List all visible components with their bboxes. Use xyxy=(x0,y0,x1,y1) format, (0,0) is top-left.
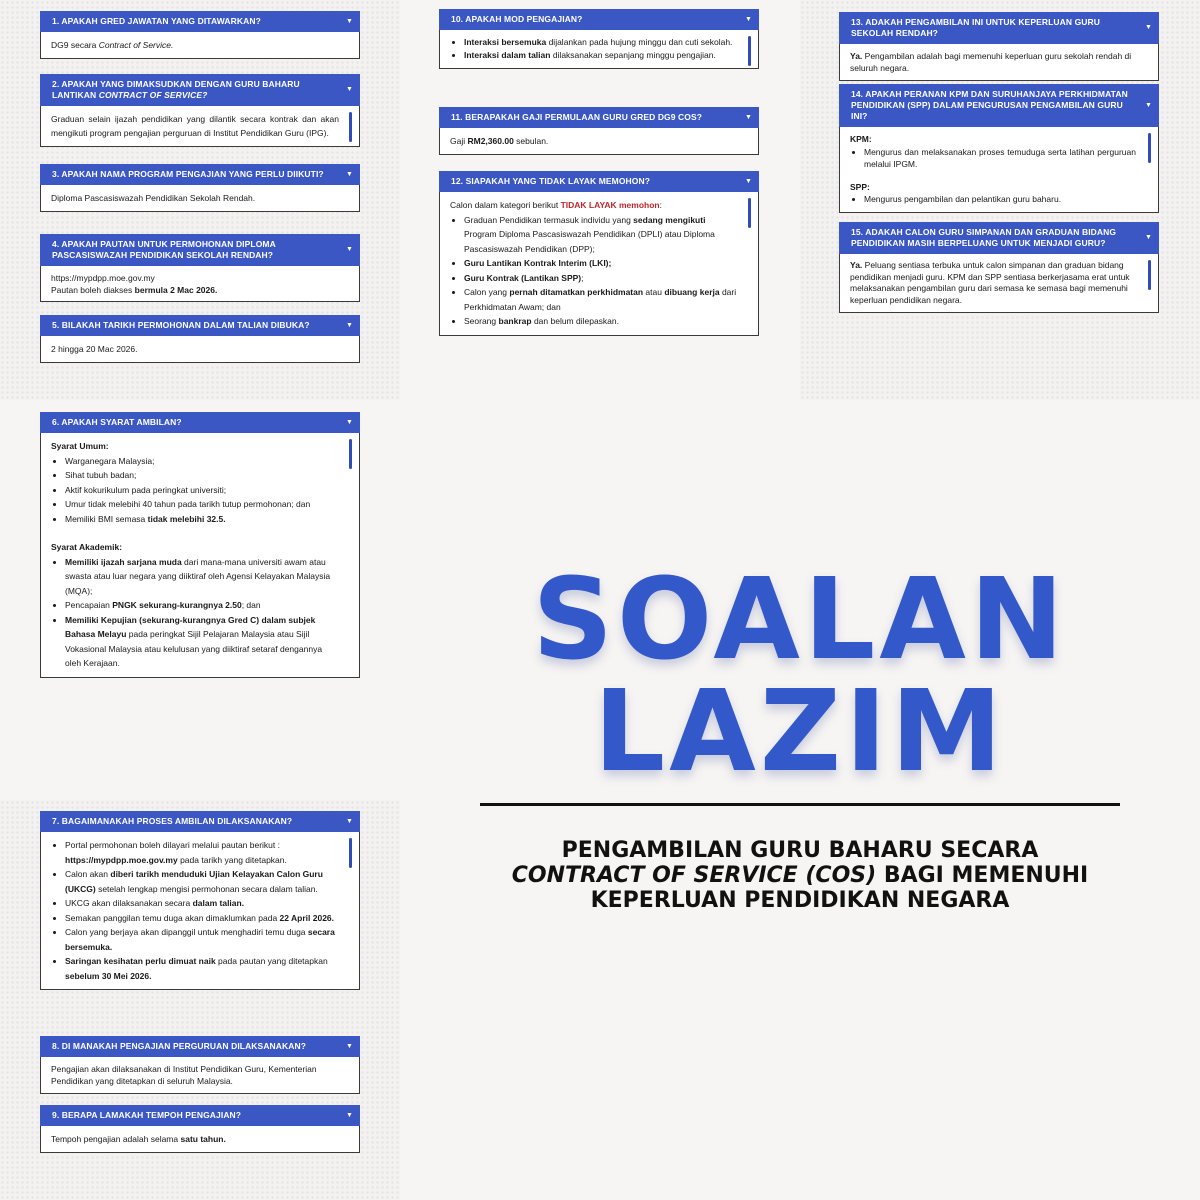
faq-header-1[interactable] xyxy=(40,11,360,32)
faq-answer-1: DG9 secara Contract of Service. xyxy=(40,32,360,59)
hero-title-line1: SOALAN xyxy=(532,555,1068,685)
faq-header-11[interactable]: 11. BERAPAKAH GAJI PERMULAAN GURU GRED DG9 COS? ▼ xyxy=(439,107,759,128)
faq-answer-12: Calon dalam kategori berikut TIDAK LAYAK memohon: • Graduan Pendidikan termasuk individu yang sedang mengikuti Program Diploma Pascasiswazah Pendidikan (DPLI) atau Diploma Pascasiswazah Pendidikan (DPP); • Guru Lantikan Kontrak Interim (LKI); • Guru Kontrak (Lantikan SPP); • Calon yang pernah ditamatkan perkhidmatan atau dibuang kerja dari Perkhidmatan Awam; dan • Seorang bankrap dan belum dilepaskan. xyxy=(439,192,759,336)
chevron-down-icon[interactable]: ▼ xyxy=(744,113,752,121)
faq-card-10 xyxy=(439,9,759,69)
chevron-down-icon[interactable]: ▼ xyxy=(345,418,353,426)
faq-header-15[interactable]: 15. ADAKAH CALON GURU SIMPANAN DAN GRADUAN BIDANG PENDIDIKAN MASIH BERPELUANG UNTUK MENJADI GURU? ▼ xyxy=(839,222,1159,254)
faq-header-10[interactable]: 10. APAKAH MOD PENGAJIAN? ▼ xyxy=(439,9,759,30)
tile-hero xyxy=(400,400,1200,1200)
scrollbar-indicator[interactable] xyxy=(1148,260,1151,290)
chevron-down-icon[interactable]: ▼ xyxy=(744,15,752,23)
faq-answer-9: Tempoh pengajian adalah selama satu tahun. xyxy=(40,1126,360,1153)
faq-header-3[interactable]: 3. APAKAH NAMA PROGRAM PENGAJIAN YANG PERLU DIIKUTI? ▼ xyxy=(40,164,360,185)
faq-answer-15: Ya. Peluang sentiasa terbuka untuk calon simpanan dan graduan bidang pendidikan menjadi guru. KPM dan SPP sentiasa berkerjasama erat untuk melaksanakan pengambilan guru dari semasa ke semasa bagi memenuhi keperluan pendidikan negara. xyxy=(839,254,1159,313)
faq-card-6 xyxy=(40,412,360,678)
chevron-down-icon[interactable]: ▼ xyxy=(1144,234,1152,241)
faq-card-2 xyxy=(40,74,360,147)
chevron-down-icon[interactable]: ▼ xyxy=(1144,24,1152,31)
chevron-down-icon[interactable]: ▼ xyxy=(345,86,353,93)
faq-answer-6: Syarat Umum: • Warganegara Malaysia; • Sihat tubuh badan; • Aktif kokurikulum pada peringkat universiti; • Umur tidak melebihi 40 tahun pada tarikh tutup permohonan; dan • Memiliki BMI semasa tidak melebihi 32.5. Syarat Akademik: • Memiliki ijazah sarjana muda dari mana-mana universiti awam atau swasta atau luar negara yang diiktiraf oleh Agensi Kelayakan Malaysia (MQA); • Pencapaian PNGK sekurang-kurangnya 2.50; dan • Memiliki Kepujian (sekurang-kurangnya Gred C) dalam subjek Bahasa Melayu pada peringkat Sijil Pelajaran Malaysia atau Sijil Vokasional Malaysia atau kelulusan yang diiktiraf setaraf dengannya oleh Kerajaan. xyxy=(40,433,360,678)
faq-answer-10: • Interaksi bersemuka dijalankan pada hujung minggu dan cuti sekolah. • Interaksi dalam talian dilaksanakan sepanjang minggu pengajian. xyxy=(439,30,759,69)
faq-answer-7: • Portal permohonan boleh dilayari melalui pautan berikut : https://mypdpp.moe.gov.my pada tarikh yang ditetapkan. • Calon akan diberi tarikh menduduki Ujian Kelayakan Calon Guru (UKCG) setelah lengkap mengisi permohonan secara dalam talian. • UKCG akan dilaksanakan secara dalam talian. • Semakan panggilan temu duga akan dimaklumkan pada 22 April 2026. • Calon yang berjaya akan dipanggil untuk menghadiri temu duga secara bersemuka. • Saringan kesihatan perlu dimuat naik pada pautan yang ditetapkan sebelum 30 Mei 2026. xyxy=(40,832,360,990)
faq-card-15 xyxy=(839,222,1159,313)
chevron-down-icon[interactable]: ▼ xyxy=(345,246,353,253)
faq-answer-4: https://mypdpp.moe.gov.my Pautan boleh diakses bermula 2 Mac 2026. xyxy=(40,266,360,302)
faq-answer-3: Diploma Pascasiswazah Pendidikan Sekolah Rendah. xyxy=(40,185,360,212)
requirement-item: • Warganegara Malaysia; xyxy=(65,454,339,469)
requirement-item: • Sihat tubuh badan; xyxy=(65,468,339,483)
scrollbar-indicator[interactable] xyxy=(748,36,751,66)
faq-header-12[interactable]: 12. SIAPAKAH YANG TIDAK LAYAK MEMOHON? ▼ xyxy=(439,171,759,192)
chevron-down-icon[interactable]: ▼ xyxy=(345,321,353,329)
scrollbar-indicator[interactable] xyxy=(748,198,751,228)
faq-answer-11: Gaji RM2,360.00 sebulan. xyxy=(439,128,759,155)
faq-card-8 xyxy=(40,1036,360,1094)
application-link[interactable]: https://mypdpp.moe.gov.my xyxy=(51,273,155,283)
faq-card-13 xyxy=(839,12,1159,81)
chevron-down-icon[interactable]: ▼ xyxy=(345,170,353,178)
faq-header-14[interactable]: 14. APAKAH PERANAN KPM DAN SURUHANJAYA PERKHIDMATAN PENDIDIKAN (SPP) DALAM PENGURUSAN PENGAMBILAN GURU INI? ▼ xyxy=(839,84,1159,127)
faq-header-9[interactable]: 9. BERAPA LAMAKAH TEMPOH PENGAJIAN? ▼ xyxy=(40,1105,360,1126)
hero-divider xyxy=(480,803,1120,806)
faq-card-12 xyxy=(439,171,759,336)
faq-header-5[interactable]: 5. BILAKAH TARIKH PERMOHONAN DALAM TALIAN DIBUKA? ▼ xyxy=(40,315,360,336)
faq-answer-2: Graduan selain ijazah pendidikan yang dilantik secara kontrak dan akan mengikuti program pengajian perguruan di Institut Pendidikan Guru (IPG). xyxy=(40,106,360,147)
faq-question-1: 1. APAKAH GRED JAWATAN YANG DITAWARKAN? xyxy=(52,16,261,26)
faq-header-4[interactable]: 4. APAKAH PAUTAN UNTUK PERMOHONAN DIPLOMA PASCASISWAZAH PENDIDIKAN SEKOLAH RENDAH? ▼ xyxy=(40,234,360,266)
chevron-down-icon[interactable]: ▼ xyxy=(744,177,752,185)
faq-card-4 xyxy=(40,234,360,302)
faq-header-7[interactable]: 7. BAGAIMANAKAH PROSES AMBILAN DILAKSANAKAN? ▼ xyxy=(40,811,360,832)
faq-header-2[interactable]: 2. APAKAH YANG DIMAKSUDKAN DENGAN GURU BAHARU LANTIKAN CONTRACT OF SERVICE? ▼ xyxy=(40,74,360,106)
faq-header-6[interactable]: 6. APAKAH SYARAT AMBILAN? ▼ xyxy=(40,412,360,433)
faq-card-7 xyxy=(40,811,360,990)
faq-answer-14: KPM: • Mengurus dan melaksanakan proses temuduga serta latihan perguruan melalui IPGM. SPP: • Mengurus pengambilan dan pelantikan guru baharu. xyxy=(839,127,1159,213)
faq-card-9 xyxy=(40,1105,360,1153)
faq-answer-13: Ya. Pengambilan adalah bagi memenuhi keperluan guru sekolah rendah di seluruh negara. xyxy=(839,44,1159,81)
scrollbar-indicator[interactable] xyxy=(349,838,352,868)
scrollbar-indicator[interactable] xyxy=(349,112,352,142)
faq-answer-5: 2 hingga 20 Mac 2026. xyxy=(40,336,360,363)
faq-header-8[interactable]: 8. DI MANAKAH PENGAJIAN PERGURUAN DILAKSANAKAN? ▼ xyxy=(40,1036,360,1057)
hero-subtitle: PENGAMBILAN GURU BAHARU SECARA CONTRACT OF SERVICE (COS) BAGI MEMENUHI KEPERLUAN PENDIDIKAN NEGARA xyxy=(511,838,1089,913)
requirement-item: • Umur tidak melebihi 40 tahun pada tarikh tutup permohonan; dan xyxy=(65,497,339,512)
chevron-down-icon[interactable]: ▼ xyxy=(1144,101,1152,109)
scrollbar-indicator[interactable] xyxy=(1148,133,1151,163)
chevron-down-icon[interactable]: ▼ xyxy=(345,17,353,25)
chevron-down-icon[interactable]: ▼ xyxy=(345,817,353,825)
chevron-down-icon[interactable]: ▼ xyxy=(345,1111,353,1119)
faq-card-1 xyxy=(40,11,360,59)
scrollbar-indicator[interactable] xyxy=(349,439,352,469)
faq-card-5 xyxy=(40,315,360,363)
faq-card-11 xyxy=(439,107,759,155)
general-requirements-list xyxy=(51,454,349,512)
faq-header-13[interactable]: 13. ADAKAH PENGAMBILAN INI UNTUK KEPERLUAN GURU SEKOLAH RENDAH? ▼ xyxy=(839,12,1159,44)
hero-title-line2: LAZIM xyxy=(593,667,1007,797)
chevron-down-icon[interactable]: ▼ xyxy=(345,1042,353,1050)
faq-card-3 xyxy=(40,164,360,212)
requirement-item: • Aktif kokurikulum pada peringkat universiti; xyxy=(65,483,339,498)
faq-card-14 xyxy=(839,84,1159,213)
faq-answer-8: Pengajian akan dilaksanakan di Institut Pendidikan Guru, Kementerian Pendidikan yang ditetapkan di seluruh Malaysia. xyxy=(40,1057,360,1094)
